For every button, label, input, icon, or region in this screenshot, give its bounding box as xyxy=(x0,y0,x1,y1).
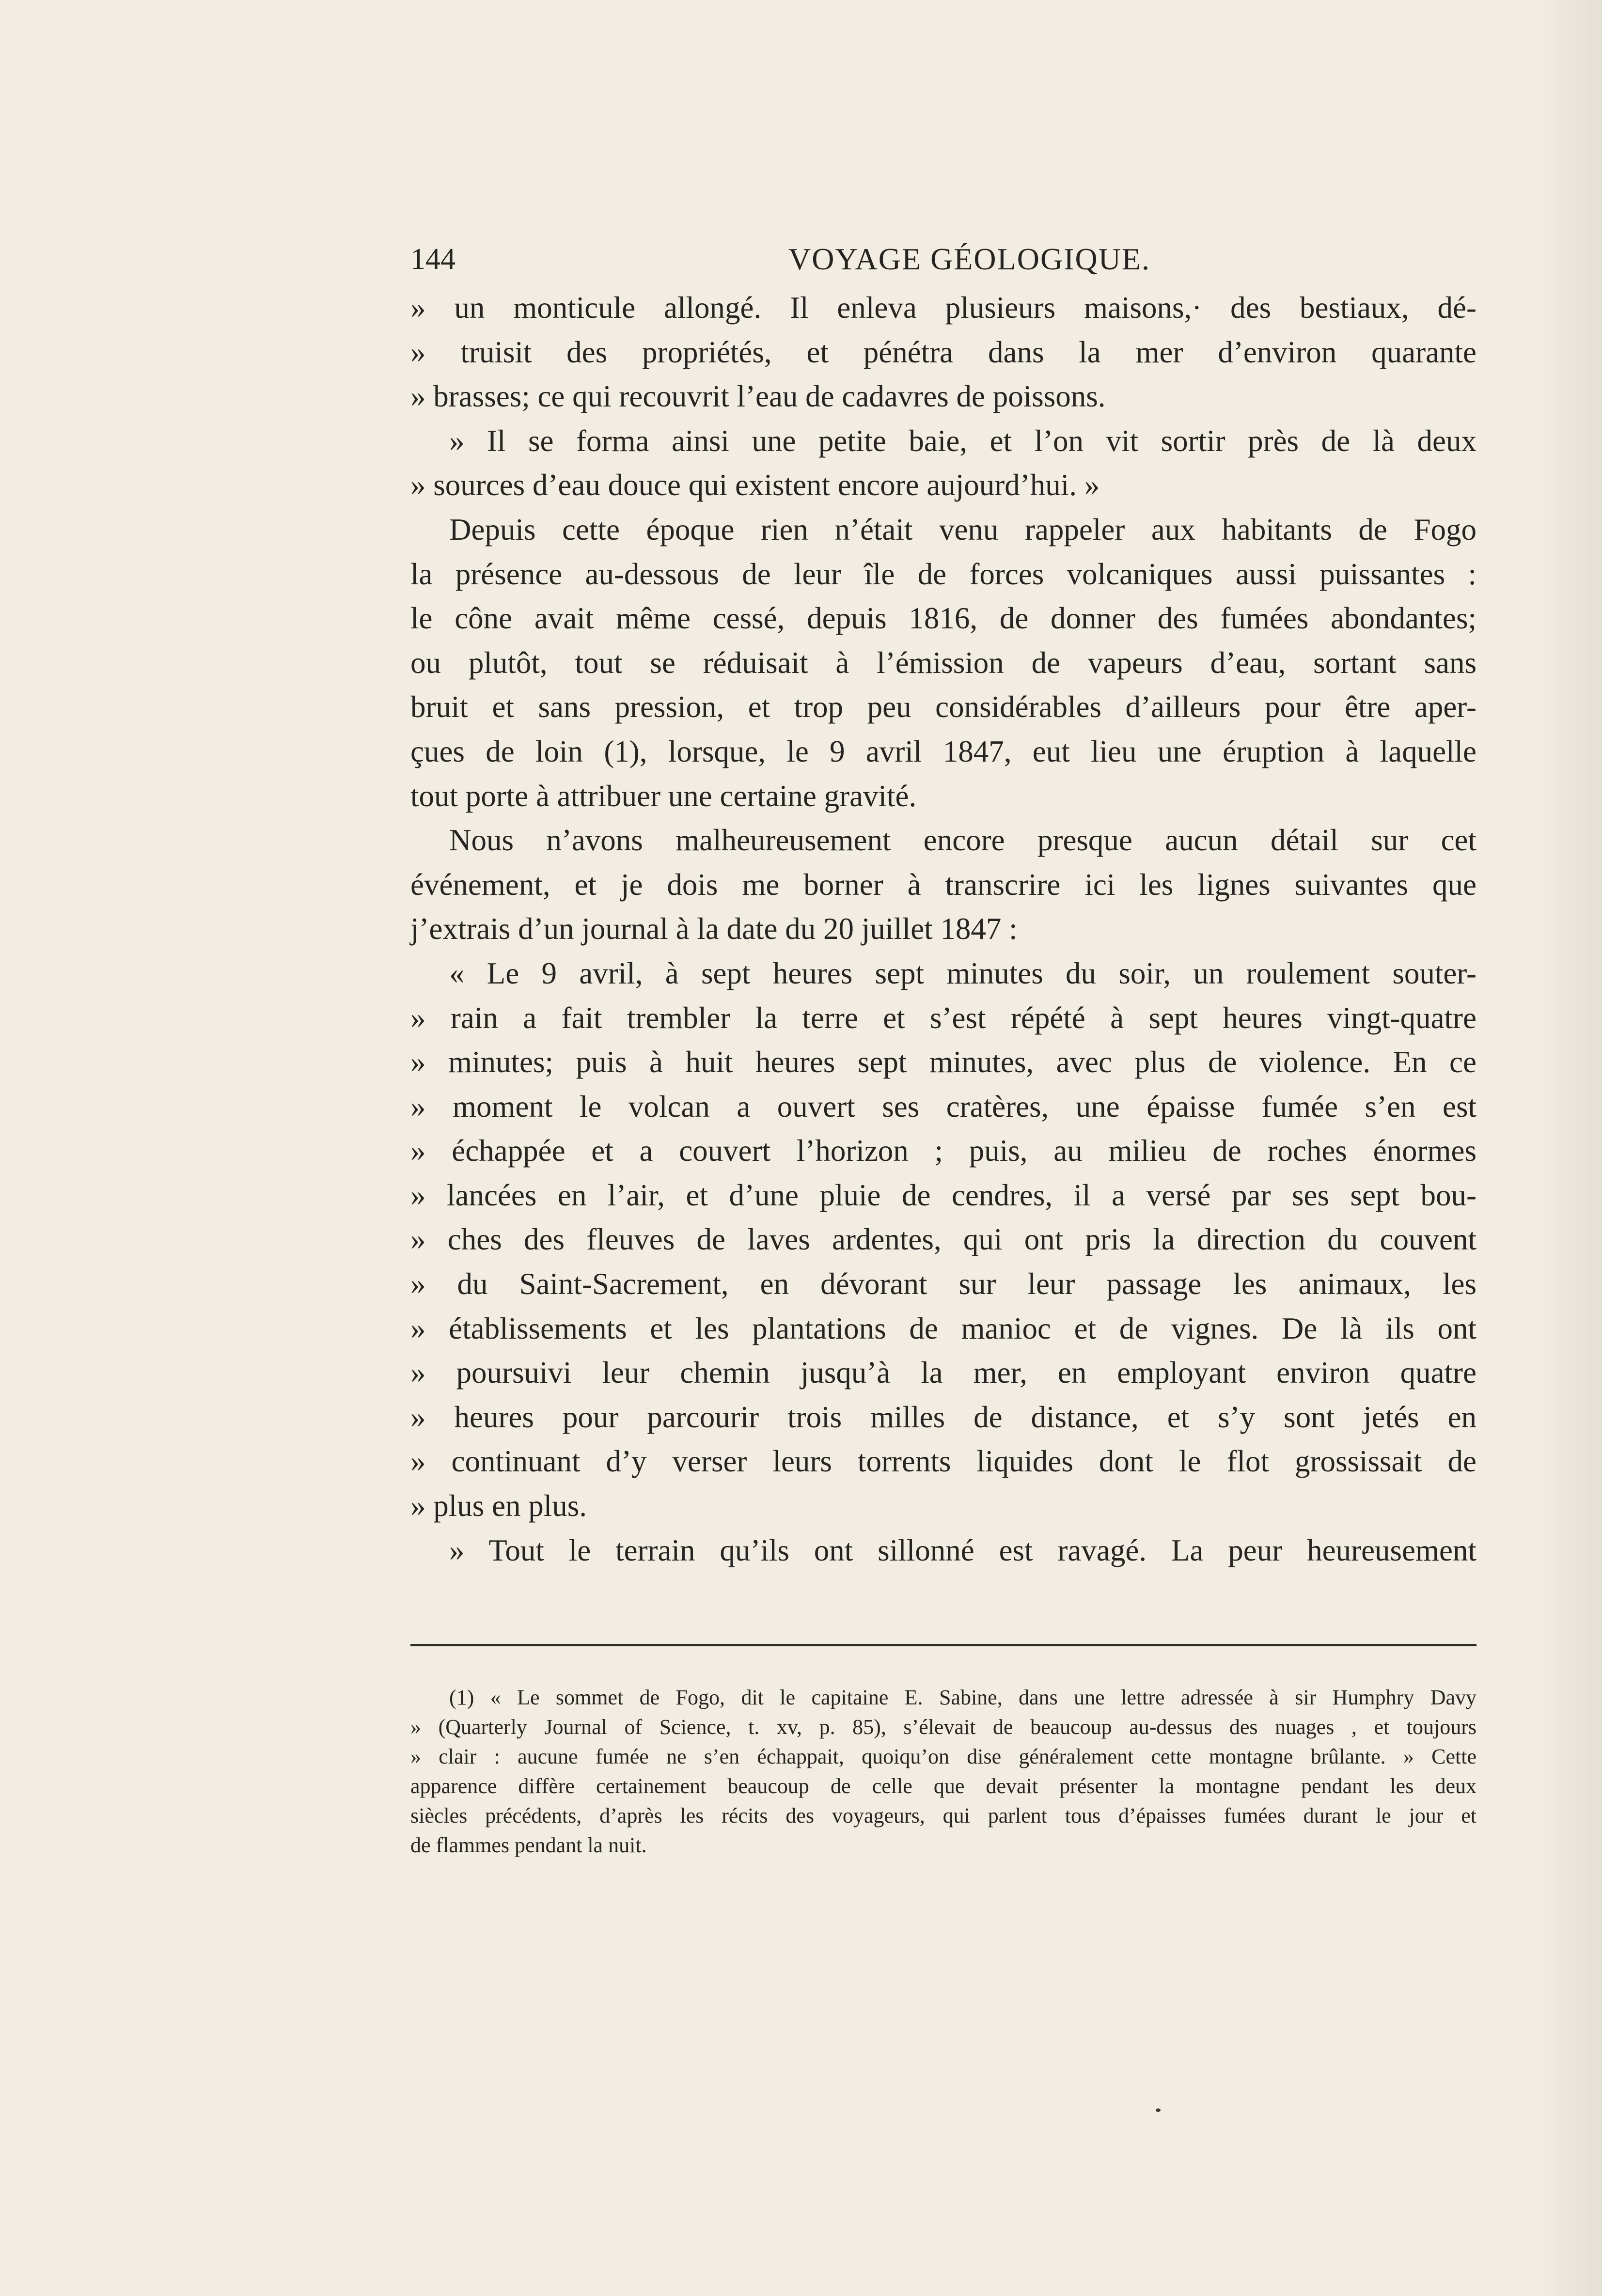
text-line: événement, et je dois me borner à transcrire ici les lignes suivantes que xyxy=(410,867,1476,902)
text-line: » ches des fleuves de laves ardentes, qui ont pris la direction du couvent xyxy=(410,1222,1476,1257)
text-line: » sources d’eau douce qui existent encore aujourd’hui. » xyxy=(410,468,1100,502)
text-line: » brasses; ce qui recouvrit l’eau de cadavres de poissons. xyxy=(410,379,1106,414)
main-text xyxy=(410,286,1476,1573)
footnote-line: de flammes pendant la nuit. xyxy=(410,1833,647,1857)
page-number: 144 xyxy=(410,243,455,276)
text-line: tout porte à attribuer une certaine gravité. xyxy=(410,779,917,813)
page-header xyxy=(410,235,1476,283)
text-line: » Il se forma ainsi une petite baie, et l’on vit sortir près de là deux xyxy=(449,423,1476,458)
text-line: » truisit des propriétés, et pénétra dans la mer d’environ quarante xyxy=(410,335,1476,369)
text-line: » du Saint-Sacrement, en dévorant sur leur passage les animaux, les xyxy=(410,1267,1476,1301)
text-line: » minutes; puis à huit heures sept minutes, avec plus de violence. En ce xyxy=(410,1045,1476,1079)
footnotes xyxy=(410,1683,1476,1860)
text-line: » plus en plus. xyxy=(410,1489,587,1523)
footnote-divider xyxy=(410,1644,1476,1646)
text-line: » établissements et les plantations de manioc et de vignes. De là ils ont xyxy=(410,1311,1476,1345)
text-line: » poursuivi leur chemin jusqu’à la mer, en employant environ quatre xyxy=(410,1356,1476,1390)
text-line: Depuis cette époque rien n’était venu rappeler aux habitants de Fogo xyxy=(449,512,1476,547)
text-line: » un monticule allongé. Il enleva plusieurs maisons,· des bestiaux, dé- xyxy=(410,291,1476,325)
footnote-line: » (Quarterly Journal of Science, t. xv, p. 85), s’élevait de beaucoup au-dessus des nuages , et toujours xyxy=(410,1715,1476,1739)
running-title: VOYAGE GÉOLOGIQUE. xyxy=(788,242,1150,276)
text-line: le cône avait même cessé, depuis 1816, de donner des fumées abondantes; xyxy=(410,601,1476,636)
text-line: » continuant d’y verser leurs torrents liquides dont le flot grossissait de xyxy=(410,1444,1476,1479)
page-edge-shadow xyxy=(1534,0,1602,2296)
footnote-line: siècles précédents, d’après les récits des voyageurs, qui parlent tous d’épaisses fumées durant le jour et xyxy=(410,1804,1476,1827)
text-line: ou plutôt, tout se réduisait à l’émission de vapeurs d’eau, sortant sans xyxy=(410,645,1476,680)
text-line: » heures pour parcourir trois milles de distance, et s’y sont jetés en xyxy=(410,1400,1476,1434)
text-line: » moment le volcan a ouvert ses cratères, une épaisse fumée s’en est xyxy=(410,1089,1476,1124)
text-line: j’extrais d’un journal à la date du 20 juillet 1847 : xyxy=(410,912,1018,946)
text-line: « Le 9 avril, à sept heures sept minutes du soir, un roulement souter- xyxy=(449,956,1476,990)
footnote-line: (1) « Le sommet de Fogo, dit le capitaine E. Sabine, dans une lettre adressée à sir Humphry Davy xyxy=(449,1686,1476,1709)
text-line: la présence au-dessous de leur île de forces volcaniques aussi puissantes : xyxy=(410,557,1476,591)
text-line: Nous n’avons malheureusement encore presque aucun détail sur cet xyxy=(449,823,1476,858)
text-line: » lancées en l’air, et d’une pluie de cendres, il a versé par ses sept bou- xyxy=(410,1178,1476,1212)
ink-speck xyxy=(1156,2109,1161,2112)
text-line: » Tout le terrain qu’ils ont sillonné est ravagé. La peur heureusement xyxy=(449,1533,1476,1567)
text-line: bruit et sans pression, et trop peu considérables d’ailleurs pour être aper- xyxy=(410,690,1476,724)
footnote-line: apparence diffère certainement beaucoup de celle que devait présenter la montagne pendant les deux xyxy=(410,1774,1476,1798)
text-line: çues de loin (1), lorsque, le 9 avril 1847, eut lieu une éruption à laquelle xyxy=(410,734,1476,768)
text-line: » rain a fait trembler la terre et s’est répété à sept heures vingt-quatre xyxy=(410,1000,1476,1035)
text-line: » échappée et a couvert l’horizon ; puis, au milieu de roches énormes xyxy=(410,1134,1476,1168)
footnote-line: » clair : aucune fumée ne s’en échappait, quoiqu’on dise généralement cette montagne brûlante. » Cette xyxy=(410,1745,1476,1768)
